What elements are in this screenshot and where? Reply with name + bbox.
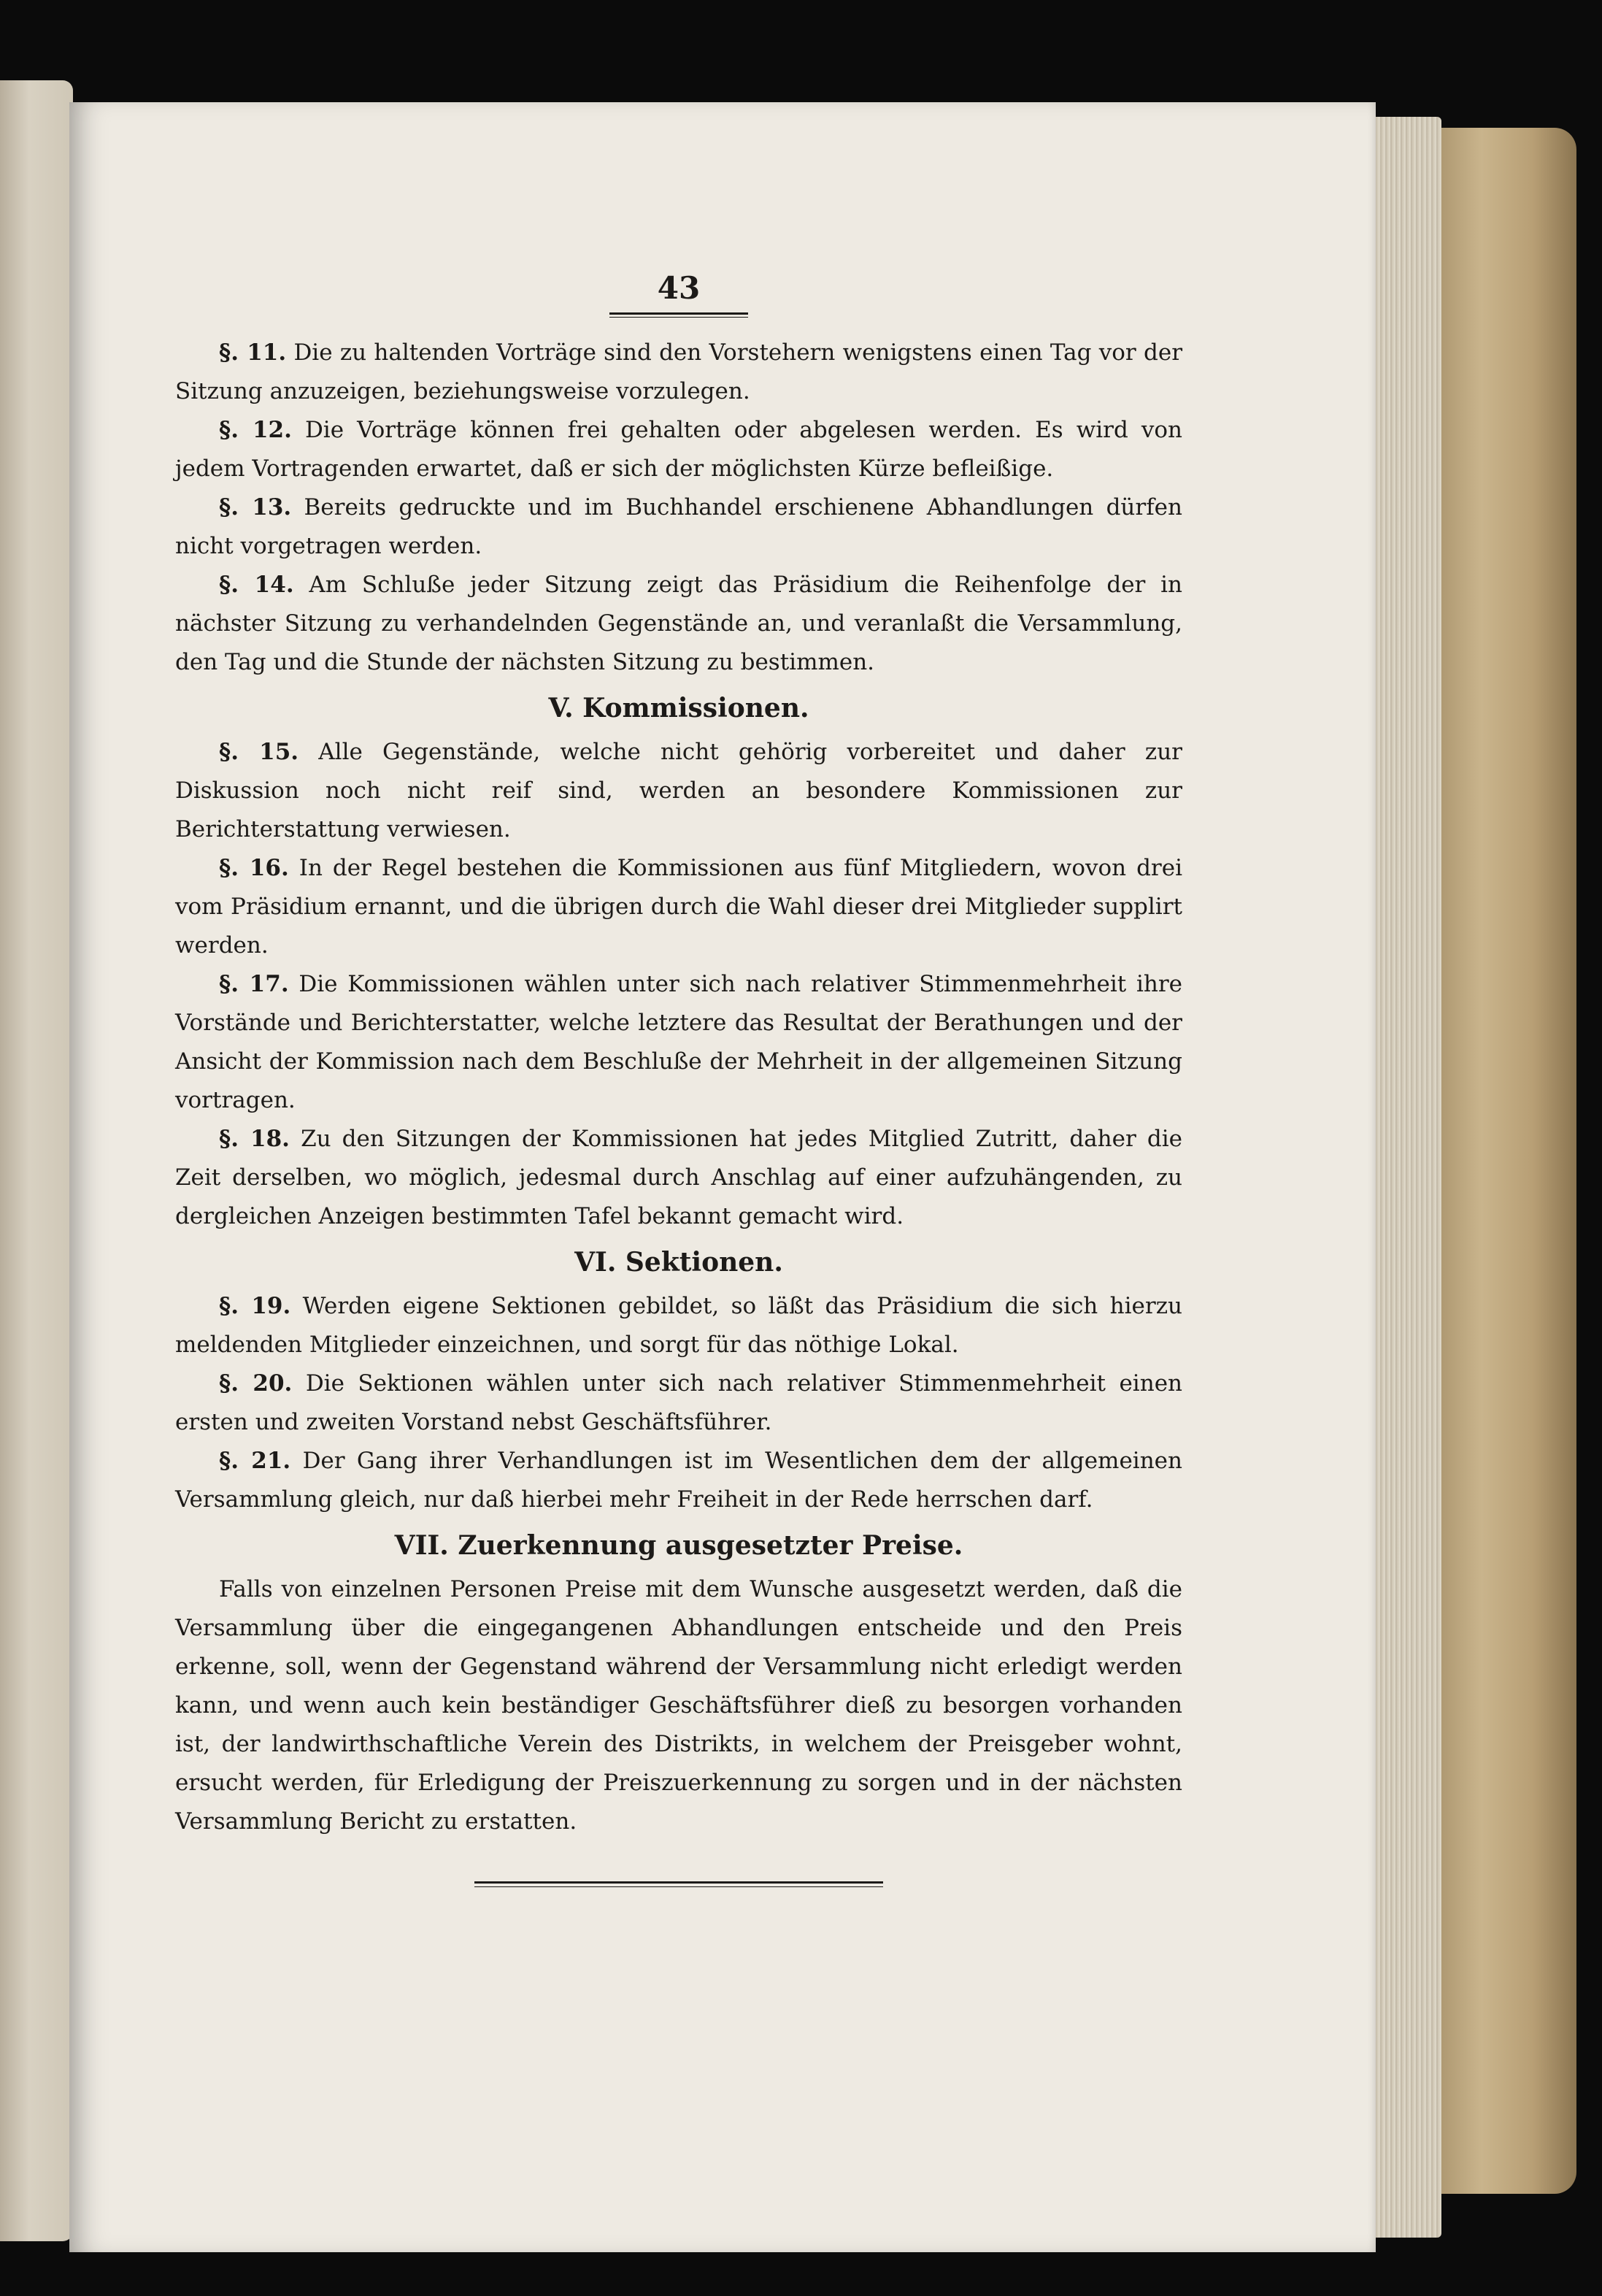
section-label: §. 13.: [219, 494, 292, 521]
paragraph-13: [175, 488, 1182, 566]
heading-kommissionen: V. Kommissionen.: [548, 693, 809, 723]
section-text: Die Sektionen wählen unter sich nach relativer Stimmenmehrheit einen ersten und zweiten Vorstand nebst Geschäftsführer.: [175, 1370, 1183, 1435]
section-label: §. 11.: [219, 339, 287, 366]
section-label: §. 18.: [219, 1126, 290, 1152]
page-number: 43: [657, 270, 701, 306]
section-text: Alle Gegenstände, welche nicht gehörig vorbereitet und daher zur Diskussion noch nicht reif sind, werden an besondere Kommissionen zur Berichterstattung verwiesen.: [175, 739, 1182, 842]
section-text: Die Kommissionen wählen unter sich nach relativer Stimmenmehrheit ihre Vorstände und Berichterstatter, welche letztere das Resultat der Berathungen und der Ansicht der Kommission nach dem Beschluße der Mehrheit in der allgemeinen Sitzung vortragen.: [175, 971, 1183, 1113]
section-label: §. 15.: [219, 739, 299, 765]
section-text: In der Regel bestehen die Kommissionen aus fünf Mitgliedern, wovon drei vom Präsidium ernannt, und die übrigen durch die Wahl dieser drei Mitglieder supplirt werden.: [175, 855, 1182, 959]
page-edges: [1372, 117, 1441, 2238]
section-label: §. 16.: [219, 855, 289, 881]
section-text: Werden eigene Sektionen gebildet, so läßt das Präsidium die sich hierzu meldenden Mitglieder einzeichnen, und sorgt für das nöthige Lokal.: [175, 1293, 1182, 1358]
section-label: §. 21.: [219, 1448, 291, 1474]
section-text: Zu den Sitzungen der Kommissionen hat jedes Mitglied Zutritt, daher die Zeit derselben, wo möglich, jedesmal durch Anschlag auf einer aufzuhängenden, zu dergleichen Anzeigen bestimmten Tafel bekannt gemacht wird.: [175, 1126, 1182, 1229]
section-text: Der Gang ihrer Verhandlungen ist im Wesentlichen dem der allgemeinen Versammlung gleich, nur daß hierbei mehr Freiheit in der Rede herrschen darf.: [175, 1448, 1182, 1513]
section-text: Falls von einzelnen Personen Preise mit dem Wunsche ausgesetzt werden, daß die Versammlung über die eingegangenen Abhandlungen entscheide und den Preis erkenne, soll, wenn der Gegenstand während der Versammlung nicht erledigt werden kann, und wenn auch kein beständiger Geschäftsführer dieß zu besorgen vorhanden ist, der landwirthschaftliche Verein des Distrikts, in welchem der Preisgeber wohnt, ersucht werden, für Erledigung der Preiszuerkennung zu sorgen und in der nächsten Versammlung Bericht zu erstatten.: [175, 1576, 1182, 1835]
section-text: Die zu haltenden Vorträge sind den Vorstehern wenigstens einen Tag vor der Sitzung anzuzeigen, beziehungsweise vorzulegen.: [175, 339, 1183, 404]
paragraph-19: [175, 1287, 1182, 1364]
end-rule: [474, 1881, 883, 1887]
book-cover: [1430, 128, 1576, 2194]
paragraph-17: [175, 965, 1182, 1120]
section-label: §. 12.: [219, 417, 292, 443]
section-label: §. 17.: [219, 971, 289, 997]
paragraph-18: [175, 1120, 1182, 1236]
heading-preise: VII. Zuerkennung ausgesetzter Preise.: [394, 1530, 963, 1561]
page-number-rule: [609, 312, 748, 318]
section-label: §. 14.: [219, 572, 294, 598]
paragraph-15: [175, 733, 1182, 849]
section-text: Bereits gedruckte und im Buchhandel erschienene Abhandlungen dürfen nicht vorgetragen werden.: [175, 494, 1182, 559]
paragraph-21: [175, 1442, 1182, 1519]
paragraph-20: [175, 1364, 1182, 1442]
page-text: [175, 270, 1182, 1887]
section-label: §. 20.: [219, 1370, 293, 1397]
paragraph-16: [175, 849, 1182, 965]
section-text: Die Vorträge können frei gehalten oder abgelesen werden. Es wird von jedem Vortragenden erwartet, daß er sich der möglichsten Kürze befleißige.: [175, 417, 1183, 482]
paragraph-preise: [175, 1570, 1182, 1841]
heading-sektionen: VI. Sektionen.: [574, 1247, 783, 1278]
section-label: §. 19.: [219, 1293, 291, 1319]
paragraph-14: [175, 566, 1182, 682]
paragraph-12: [175, 411, 1182, 488]
paragraph-11: [175, 334, 1182, 411]
facing-page-edge: [0, 80, 73, 2241]
section-text: Am Schluße jeder Sitzung zeigt das Präsidium die Reihenfolge der in nächster Sitzung zu verhandelnden Gegenstände an, und veranlaßt die Versammlung, den Tag und die Stunde der nächsten Sitzung zu bestimmen.: [175, 572, 1182, 675]
